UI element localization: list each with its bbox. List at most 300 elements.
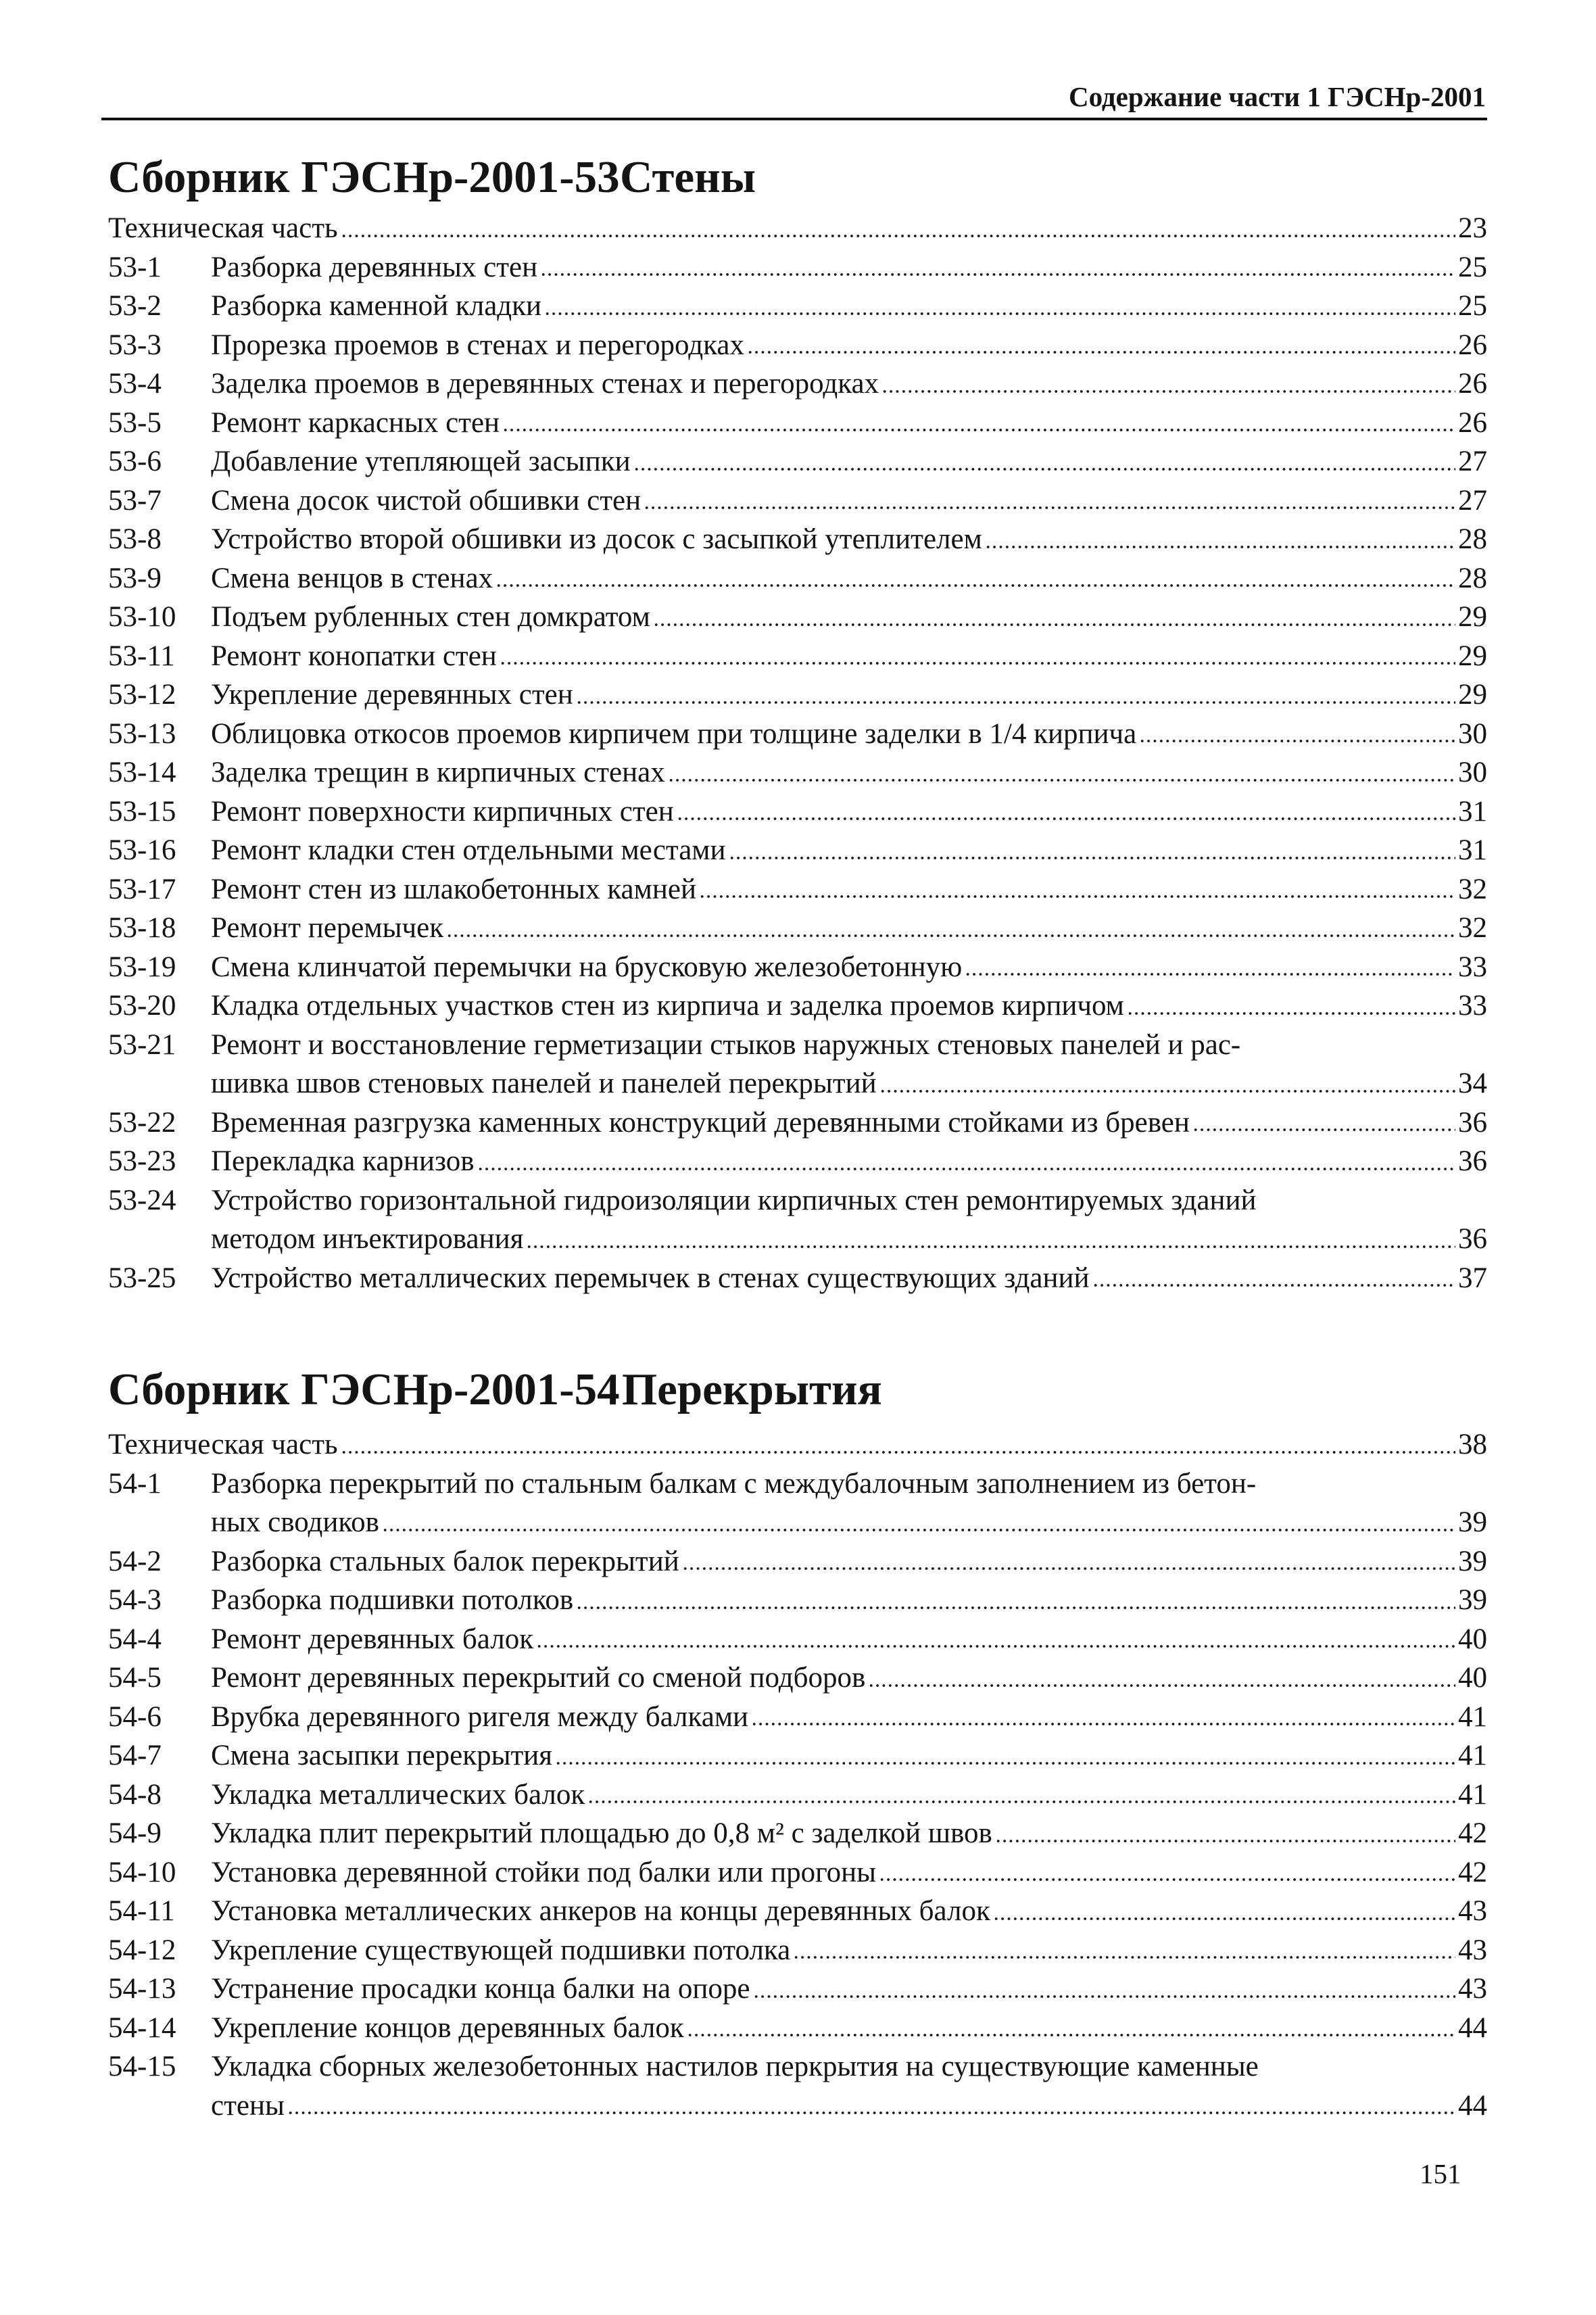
entry-number: 53-24 <box>108 1184 176 1216</box>
entry-page-ref: 31 <box>1458 795 1487 828</box>
toc-entry <box>108 1181 1487 1259</box>
entry-title <box>211 1814 1487 1853</box>
toc-entry <box>108 442 1487 481</box>
entry-last-line <box>211 870 1487 909</box>
entry-last-line <box>211 326 1487 365</box>
entry-number: 54-5 <box>108 1662 162 1694</box>
toc-entry <box>108 1814 1487 1853</box>
entry-last-line <box>108 1425 1487 1464</box>
entry-page-ref: 26 <box>1458 406 1487 439</box>
entry-text: Техническая часть <box>108 1429 338 1460</box>
entry-text: Смена клинчатой перемычки на брусковую железобетонную <box>211 951 963 983</box>
entry-number: 53-21 <box>108 1028 176 1061</box>
toc-entry <box>108 248 1487 287</box>
entry-last-line <box>211 1259 1487 1298</box>
entry-number: 54-9 <box>108 1817 162 1849</box>
entry-title <box>211 1181 1487 1259</box>
dot-leader <box>576 1606 1455 1609</box>
dot-leader <box>477 1168 1456 1170</box>
entry-text: Устройство металлических перемычек в стенах существующих зданий <box>211 1262 1090 1294</box>
entry-number: 53-15 <box>108 795 176 828</box>
entry-title <box>211 287 1487 326</box>
toc-entry <box>108 364 1487 404</box>
entry-text: Временная разгрузка каменных конструкций деревянными стойками из бревен <box>211 1106 1190 1139</box>
toc-entry <box>108 1464 1487 1542</box>
section-code: Сборник ГЭСНр-2001-54 <box>108 1364 620 1414</box>
toc-entry <box>108 1970 1487 2009</box>
entry-text: Заделка проемов в деревянных стенах и перегородках <box>211 368 879 400</box>
entry-page-ref: 28 <box>1458 523 1487 555</box>
entry-page-ref: 43 <box>1458 1895 1487 1927</box>
entry-title <box>108 1425 1487 1464</box>
dot-leader <box>868 1684 1455 1687</box>
dot-leader <box>526 1245 1455 1248</box>
toc-entry <box>108 520 1487 559</box>
entry-number: 54-4 <box>108 1623 162 1655</box>
dot-leader <box>576 701 1455 704</box>
entry-title <box>211 637 1487 676</box>
entry-text: Устранение просадки конца балки на опоре <box>211 1973 750 2005</box>
entry-number: 53-25 <box>108 1262 176 1294</box>
dot-leader <box>544 312 1455 315</box>
entry-text: Перекладка карнизов <box>211 1145 475 1177</box>
entry-page-ref: 30 <box>1458 717 1487 750</box>
entry-last-line <box>211 1064 1487 1103</box>
entry-page-ref: 41 <box>1458 1778 1487 1811</box>
entry-number: 53-6 <box>108 446 162 477</box>
toc-entry <box>108 870 1487 909</box>
entry-page-ref: 39 <box>1458 1545 1487 1577</box>
entry-number: 53-19 <box>108 951 176 983</box>
entry-title <box>211 1103 1487 1143</box>
entry-page-ref: 23 <box>1458 212 1487 244</box>
entry-page-ref: 39 <box>1458 1506 1487 1538</box>
toc-entry <box>108 2047 1487 2125</box>
section-code: Сборник ГЭСНр-2001-53 <box>108 152 620 202</box>
entry-text: Ремонт перемычек <box>211 912 444 944</box>
entry-page-ref: 31 <box>1458 834 1487 866</box>
entry-last-line <box>211 986 1487 1026</box>
dot-leader <box>881 390 1455 393</box>
entry-title <box>211 364 1487 404</box>
entry-title <box>211 326 1487 365</box>
entry-last-line <box>108 209 1487 248</box>
entry-text: Смена засыпки перекрытия <box>211 1740 553 1771</box>
entry-last-line <box>211 559 1487 598</box>
entry-last-line <box>211 248 1487 287</box>
entry-last-line <box>211 598 1487 637</box>
dot-leader <box>555 1762 1455 1765</box>
toc-entry <box>108 481 1487 521</box>
dot-leader <box>699 895 1455 898</box>
entry-page-ref: 43 <box>1458 1973 1487 2005</box>
entry-last-line <box>211 909 1487 948</box>
dot-leader <box>540 273 1455 276</box>
dot-leader <box>985 546 1455 548</box>
entry-text: Укрепление концов деревянных балок <box>211 2011 684 2044</box>
entry-page-ref: 36 <box>1458 1145 1487 1177</box>
entry-title <box>211 2047 1487 2125</box>
entry-number: 53-18 <box>108 912 176 944</box>
entry-number: 53-16 <box>108 834 176 866</box>
dot-leader <box>753 1995 1456 1998</box>
entry-text-line: Укладка сборных железобетонных настилов перкрытия на существующие каменные <box>211 2051 1259 2082</box>
entry-last-line <box>211 1142 1487 1181</box>
toc-entry <box>108 287 1487 326</box>
entry-page-ref: 29 <box>1458 601 1487 633</box>
entry-last-line <box>211 1620 1487 1659</box>
entry-number: 54-2 <box>108 1545 162 1577</box>
toc-entry <box>108 986 1487 1026</box>
entry-page-ref: 26 <box>1458 368 1487 400</box>
entry-last-line <box>211 1931 1487 1970</box>
entry-title <box>211 1142 1487 1181</box>
entry-text: Ремонт деревянных балок <box>211 1623 534 1655</box>
entry-page-ref: 41 <box>1458 1740 1487 1771</box>
toc-entry <box>108 831 1487 870</box>
toc-entry <box>108 909 1487 948</box>
entry-title <box>211 792 1487 832</box>
entry-number: 53-1 <box>108 251 162 283</box>
entry-text: Подъем рубленных стен домкратом <box>211 601 650 633</box>
section-name: Перекрытия <box>622 1364 882 1414</box>
entry-page-ref: 36 <box>1458 1223 1487 1255</box>
toc-entry <box>108 675 1487 715</box>
entry-last-line <box>211 1853 1487 1892</box>
entry-title <box>211 520 1487 559</box>
entry-last-line <box>211 1220 1487 1259</box>
dot-leader <box>446 934 1455 937</box>
toc-entry <box>108 1775 1487 1815</box>
toc-entry <box>108 1853 1487 1892</box>
entry-page-ref: 40 <box>1458 1623 1487 1655</box>
entry-last-line <box>211 675 1487 715</box>
entry-title <box>211 1736 1487 1775</box>
toc-entry <box>108 598 1487 637</box>
entry-title <box>211 1775 1487 1815</box>
dot-leader <box>993 1917 1455 1920</box>
entry-page-ref: 37 <box>1458 1262 1487 1294</box>
entry-page-ref: 32 <box>1458 912 1487 944</box>
entry-number: 53-8 <box>108 523 162 555</box>
entry-number: 53-7 <box>108 484 162 517</box>
entry-title <box>108 209 1487 248</box>
toc-entry <box>108 1931 1487 1970</box>
toc-entry <box>108 2009 1487 2048</box>
toc-entry <box>108 326 1487 365</box>
entry-text: Смена венцов в стенах <box>211 562 493 594</box>
entry-number: 54-1 <box>108 1467 162 1500</box>
toc-entry <box>108 559 1487 598</box>
entry-last-line <box>211 1775 1487 1815</box>
entry-title <box>211 675 1487 715</box>
entry-title <box>211 1026 1487 1103</box>
entry-text: Установка металлических анкеров на концы деревянных балок <box>211 1895 990 1927</box>
entry-last-line <box>211 1814 1487 1853</box>
entry-last-line <box>211 715 1487 754</box>
entry-page-ref: 44 <box>1458 2011 1487 2044</box>
dot-leader <box>1192 1128 1455 1131</box>
entry-text: Укладка металлических балок <box>211 1778 585 1811</box>
entry-text: Кладка отдельных участков стен из кирпича и заделка проемов кирпичом <box>211 990 1124 1022</box>
entry-text-line: методом инъектирования <box>211 1223 524 1255</box>
toc-entry <box>108 1658 1487 1698</box>
entry-last-line <box>211 753 1487 792</box>
entry-title <box>211 986 1487 1026</box>
entry-number: 53-12 <box>108 679 176 711</box>
toc-entry <box>108 1581 1487 1620</box>
dot-leader <box>747 351 1455 354</box>
entry-last-line <box>211 1658 1487 1698</box>
section-title-53 <box>108 150 756 204</box>
entry-text-line: ных сводиков <box>211 1506 379 1538</box>
entry-number: 53-17 <box>108 873 176 905</box>
entry-number: 53-2 <box>108 290 162 322</box>
entry-title <box>211 831 1487 870</box>
entry-page-ref: 43 <box>1458 1934 1487 1966</box>
toc-list-53 <box>108 209 1487 1297</box>
toc-entry <box>108 1103 1487 1143</box>
entry-number: 53-11 <box>108 640 175 672</box>
section-name: Стены <box>620 152 756 202</box>
toc-entry <box>108 1620 1487 1659</box>
entry-last-line <box>211 2009 1487 2048</box>
entry-text: Облицовка откосов проемов кирпичем при толщине заделки в 1/4 кирпича <box>211 717 1137 750</box>
entry-page-ref: 34 <box>1458 1068 1487 1099</box>
entry-page-ref: 27 <box>1458 446 1487 477</box>
entry-text-line: стены <box>211 2089 285 2122</box>
entry-page-ref: 26 <box>1458 329 1487 361</box>
entry-title <box>211 715 1487 754</box>
toc-list-54 <box>108 1425 1487 2125</box>
entry-title <box>211 404 1487 443</box>
entry-number: 54-3 <box>108 1584 162 1616</box>
toc-entry <box>108 1698 1487 1737</box>
entry-last-line <box>211 1736 1487 1775</box>
toc-entry <box>108 1259 1487 1298</box>
entry-title <box>211 1892 1487 1931</box>
dot-leader <box>668 779 1455 782</box>
entry-text: Ремонт каркасных стен <box>211 406 500 439</box>
toc-entry <box>108 753 1487 792</box>
entry-text: Ремонт деревянных перекрытий со сменой подборов <box>211 1662 866 1694</box>
entry-number: 54-12 <box>108 1934 176 1966</box>
entry-text: Ремонт стен из шлакобетонных камней <box>211 873 696 905</box>
dot-leader <box>965 973 1455 976</box>
dot-leader <box>495 584 1455 587</box>
entry-title <box>211 1259 1487 1298</box>
entry-page-ref: 32 <box>1458 873 1487 905</box>
dot-leader <box>341 1451 1455 1454</box>
entry-text: Заделка трещин в кирпичных стенах <box>211 757 665 788</box>
entry-number: 54-10 <box>108 1856 176 1888</box>
dot-leader <box>879 1090 1455 1093</box>
entry-page-ref: 44 <box>1458 2089 1487 2122</box>
entry-text: Ремонт кладки стен отдельными местами <box>211 834 726 866</box>
entry-last-line <box>211 792 1487 832</box>
toc-entry <box>108 1425 1487 1464</box>
entry-page-ref: 40 <box>1458 1662 1487 1694</box>
entry-last-line <box>211 287 1487 326</box>
entry-last-line <box>211 442 1487 481</box>
entry-title <box>211 948 1487 987</box>
dot-leader <box>1092 1284 1455 1287</box>
dot-leader <box>1139 740 1455 742</box>
toc-entry <box>108 1892 1487 1931</box>
entry-last-line <box>211 1542 1487 1581</box>
toc-entry <box>108 1142 1487 1181</box>
entry-page-ref: 29 <box>1458 679 1487 711</box>
entry-number: 53-10 <box>108 601 176 633</box>
entry-title <box>211 598 1487 637</box>
entry-text: Установка деревянной стойки под балки или прогоны <box>211 1856 877 1888</box>
entry-text: Прорезка проемов в стенах и перегородках <box>211 329 744 361</box>
entry-page-ref: 36 <box>1458 1106 1487 1139</box>
entry-last-line <box>211 404 1487 443</box>
entry-title <box>211 753 1487 792</box>
entry-number: 54-7 <box>108 1740 162 1771</box>
entry-text-line: Устройство горизонтальной гидроизоляции кирпичных стен ремонтируемых зданий <box>211 1184 1257 1216</box>
dot-leader <box>687 2034 1455 2036</box>
entry-text: Разборка деревянных стен <box>211 251 538 283</box>
entry-text: Врубка деревянного ригеля между балками <box>211 1700 749 1733</box>
entry-number: 53-14 <box>108 757 176 788</box>
toc-entry <box>108 637 1487 676</box>
entry-page-ref: 30 <box>1458 757 1487 788</box>
toc-entry <box>108 948 1487 987</box>
toc-entry <box>108 792 1487 832</box>
entry-page-ref: 39 <box>1458 1584 1487 1616</box>
entry-page-ref: 25 <box>1458 251 1487 283</box>
toc-entry <box>108 715 1487 754</box>
dot-leader <box>682 1567 1455 1570</box>
entry-last-line <box>211 1698 1487 1737</box>
dot-leader <box>995 1840 1455 1842</box>
entry-number: 54-14 <box>108 2011 176 2044</box>
entry-number: 53-23 <box>108 1145 176 1177</box>
entry-title <box>211 909 1487 948</box>
toc-entry <box>108 404 1487 443</box>
entry-title <box>211 442 1487 481</box>
entry-number: 54-8 <box>108 1778 162 1811</box>
entry-title <box>211 1658 1487 1698</box>
entry-title <box>211 870 1487 909</box>
entry-last-line <box>211 520 1487 559</box>
entry-text: Техническая часть <box>108 212 338 244</box>
entry-page-ref: 42 <box>1458 1856 1487 1888</box>
dot-leader <box>500 662 1455 665</box>
entry-page-ref: 41 <box>1458 1700 1487 1733</box>
entry-last-line <box>211 831 1487 870</box>
entry-last-line <box>211 1103 1487 1143</box>
entry-text: Разборка стальных балок перекрытий <box>211 1545 679 1577</box>
entry-title <box>211 559 1487 598</box>
entry-last-line <box>211 1892 1487 1931</box>
entry-text: Смена досок чистой обшивки стен <box>211 484 642 517</box>
entry-number: 53-9 <box>108 562 162 594</box>
entry-text-line: Разборка перекрытий по стальным балкам с междубалочным заполнением из бетон- <box>211 1467 1257 1500</box>
entry-page-ref: 38 <box>1458 1429 1487 1460</box>
entry-last-line <box>211 2086 1487 2126</box>
entry-text: Устройство второй обшивки из досок с засыпкой утеплителем <box>211 523 982 555</box>
entry-title <box>211 1853 1487 1892</box>
entry-number: 53-13 <box>108 717 176 750</box>
entry-last-line <box>211 1970 1487 2009</box>
running-header: Содержание части 1 ГЭСНр-2001 <box>1068 81 1486 112</box>
entry-number: 53-20 <box>108 990 176 1022</box>
entry-number: 53-4 <box>108 368 162 400</box>
entry-title <box>211 1542 1487 1581</box>
toc-entry <box>108 1736 1487 1775</box>
dot-leader <box>793 1956 1455 1959</box>
entry-text: Разборка каменной кладки <box>211 290 542 322</box>
entry-last-line <box>211 1503 1487 1542</box>
toc-entry <box>108 1026 1487 1103</box>
entry-page-ref: 28 <box>1458 562 1487 594</box>
dot-leader <box>382 1529 1455 1531</box>
entry-title <box>211 248 1487 287</box>
dot-leader <box>502 429 1455 431</box>
page-number: 151 <box>1420 2158 1461 2189</box>
entry-title <box>211 1970 1487 2009</box>
dot-leader <box>653 623 1455 626</box>
entry-title <box>211 1581 1487 1620</box>
entry-title <box>211 1931 1487 1970</box>
entry-page-ref: 33 <box>1458 990 1487 1022</box>
dot-leader <box>1127 1012 1455 1015</box>
entry-page-ref: 29 <box>1458 640 1487 672</box>
entry-text: Разборка подшивки потолков <box>211 1584 574 1616</box>
entry-number: 53-3 <box>108 329 162 361</box>
entry-text: Укрепление деревянных стен <box>211 679 573 711</box>
entry-title <box>211 1698 1487 1737</box>
entry-number: 54-6 <box>108 1700 162 1733</box>
entry-title <box>211 2009 1487 2048</box>
entry-text-line: шивка швов стеновых панелей и панелей перекрытий <box>211 1068 877 1099</box>
entry-number: 53-5 <box>108 406 162 439</box>
dot-leader <box>633 468 1455 471</box>
dot-leader <box>644 506 1455 509</box>
entry-title <box>211 1620 1487 1659</box>
entry-text-line: Ремонт и восстановление герметизации стыков наружных стеновых панелей и рас- <box>211 1028 1241 1061</box>
dot-leader <box>587 1800 1455 1803</box>
dot-leader <box>536 1645 1455 1648</box>
entry-text: Добавление утепляющей засыпки <box>211 446 631 477</box>
dot-leader <box>677 817 1455 820</box>
toc-entry <box>108 1542 1487 1581</box>
entry-page-ref: 33 <box>1458 951 1487 983</box>
dot-leader <box>751 1723 1455 1725</box>
dot-leader <box>287 2111 1455 2114</box>
entry-text: Ремонт поверхности кирпичных стен <box>211 795 674 828</box>
entry-last-line <box>211 948 1487 987</box>
header-rule <box>101 118 1487 120</box>
entry-page-ref: 42 <box>1458 1817 1487 1849</box>
dot-leader <box>729 857 1455 859</box>
dot-leader <box>879 1878 1455 1881</box>
section-title-54 <box>108 1362 882 1416</box>
entry-last-line <box>211 637 1487 676</box>
entry-page-ref: 25 <box>1458 290 1487 322</box>
entry-last-line <box>211 1581 1487 1620</box>
entry-title <box>211 481 1487 521</box>
dot-leader <box>341 235 1455 237</box>
entry-number: 53-22 <box>108 1106 176 1139</box>
entry-page-ref: 27 <box>1458 484 1487 517</box>
entry-last-line <box>211 481 1487 521</box>
entry-text: Укладка плит перекрытий площадью до 0,8 м² с заделкой швов <box>211 1817 992 1849</box>
entry-number: 54-15 <box>108 2051 176 2082</box>
